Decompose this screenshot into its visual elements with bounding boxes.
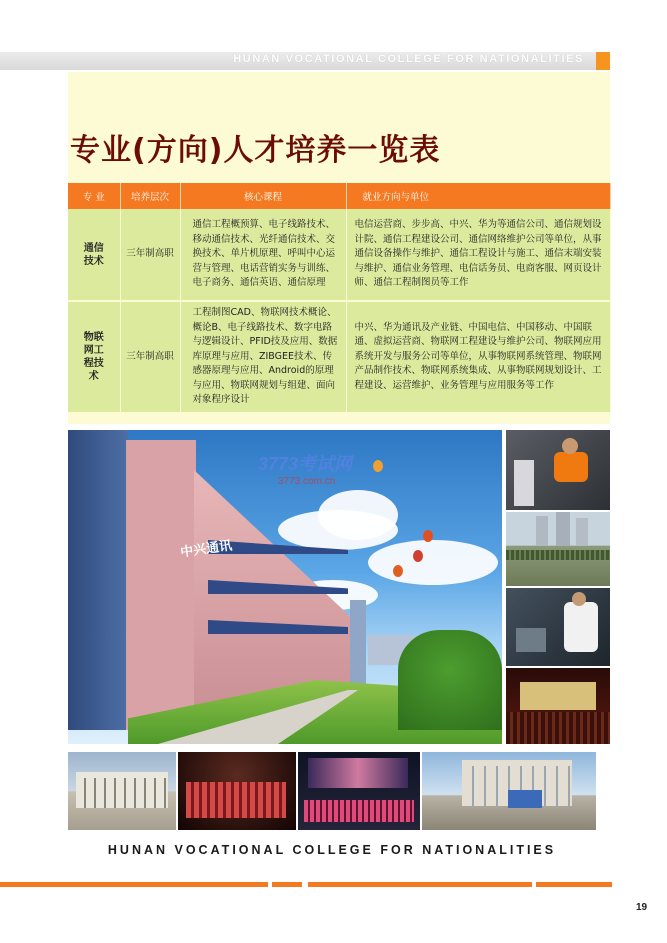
watermark: 3773考试网 bbox=[258, 454, 353, 474]
col-header-level: 培养层次 bbox=[120, 183, 180, 209]
campus-building-photo bbox=[422, 752, 596, 830]
col-header-major: 专 业 bbox=[68, 183, 120, 209]
footer-line-right bbox=[308, 882, 532, 887]
watermark-url: 3773.com.cn bbox=[278, 476, 336, 487]
table-header-row bbox=[68, 183, 610, 209]
major-cell: 通信技术 bbox=[68, 209, 120, 301]
footer-line-end bbox=[536, 882, 612, 887]
header-college-name: HUNAN VOCATIONAL COLLEGE FOR NATIONALITIES bbox=[233, 53, 584, 65]
auditorium-photo bbox=[506, 668, 610, 744]
training-photo bbox=[506, 512, 610, 586]
page-title: 专业(方向)人才培养一览表 bbox=[70, 133, 441, 168]
table-row bbox=[68, 301, 610, 413]
table-row bbox=[68, 209, 610, 301]
col-header-courses: 核心课程 bbox=[180, 183, 346, 209]
level-cell: 三年制高职 bbox=[120, 209, 180, 301]
gate-photo bbox=[68, 752, 176, 830]
campus-photo bbox=[68, 430, 502, 744]
footer-line-left bbox=[0, 882, 268, 887]
level-cell: 三年制高职 bbox=[120, 301, 180, 413]
footer-line-mid bbox=[272, 882, 302, 887]
col-header-jobs: 就业方向与单位 bbox=[346, 183, 610, 209]
choir-photo-2 bbox=[298, 752, 420, 830]
footer-college-name: HUNAN VOCATIONAL COLLEGE FOR NATIONALITIES bbox=[107, 843, 557, 857]
courses-cell: 工程制图CAD、物联网技术概论、概论B、电子线路技术、数字电路与逻辑设计、PFID技及应用、数据库原理与应用、ZIBGEE技术、传感器原理与应用、Android的原理与应用、物联网规划与组建、面向对象程序设计 bbox=[180, 301, 346, 413]
major-cell: 物联网工程技术 bbox=[68, 301, 120, 413]
page-number: 19 bbox=[636, 902, 648, 913]
header-band bbox=[0, 52, 596, 70]
jobs-cell: 电信运营商、步步高、中兴、华为等通信公司、通信规划设计院、通信工程建设公司、通信网络维护公司等单位，从事通信设备操作与维护、通信工程设计与施工、通信末端安装与维护、通信业务管理、电信话务员、电商客服、网页设计师、通信工程制图员等工作 bbox=[346, 209, 610, 301]
jobs-cell: 中兴、华为通讯及产业链、中国电信、中国移动、中国联通、虚拟运营商、物联网工程建设与维护公司、物联网应用系统开发与服务公司等单位，从事物联网系统管理、物联网产品制作技术、物联网系统集成、从事物联网规划设计、工程建设、运营维护、业务管理与应用服务等工作 bbox=[346, 301, 610, 413]
choir-photo-1 bbox=[178, 752, 296, 830]
workshop-photo bbox=[506, 588, 610, 666]
lab-photo bbox=[506, 430, 610, 510]
courses-cell: 通信工程概预算、电子线路技术、移动通信技术、光纤通信技术、交换技术、单片机原理、呼叫中心运营与管理、电话营销实务与训练、电子商务、通信英语、通信原理 bbox=[180, 209, 346, 301]
header-orange-square bbox=[596, 52, 610, 70]
majors-table bbox=[68, 183, 611, 414]
building-sign: 中兴通讯 bbox=[179, 538, 234, 561]
